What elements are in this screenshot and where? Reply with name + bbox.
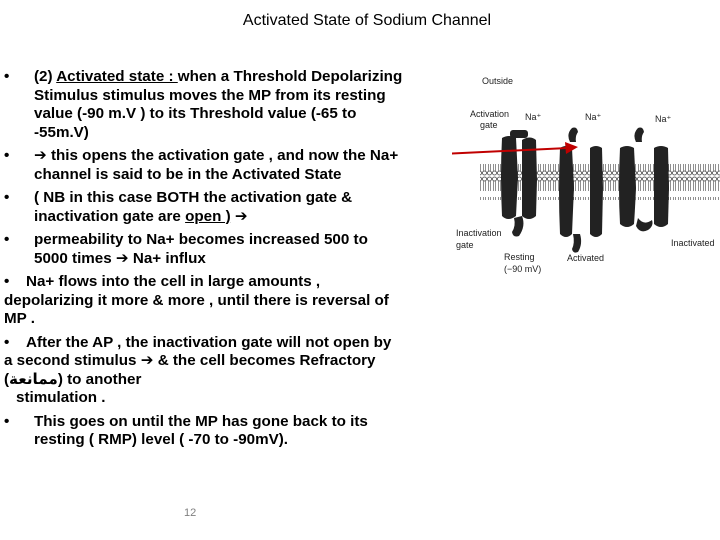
bullet-underlined-term: Activated state : (56, 68, 178, 85)
activated-label: Activated (567, 253, 605, 263)
bullet-dot: • (4, 412, 10, 430)
bullet-item (4, 68, 404, 142)
slide-title: Activated State of Sodium Channel (242, 12, 492, 29)
resting-label: Resting (504, 252, 535, 262)
bullet-text: Na+ flows into the cell in large amounts , depolarizing it more & more , until there is reversal of MP . (4, 273, 389, 327)
bullet-text: to another (62, 370, 142, 388)
inactivation-gate-label: gate (456, 240, 474, 250)
bullet-dot: • (4, 189, 10, 206)
bullet-text: when a Threshold Depolarizing Stimulus stimulus moves the MP from its resting value (-90 m.V ) to its Threshold value (-65 to -55m.V) (34, 68, 403, 141)
bullet-text: ( NB in this case BOTH the activation gate & inactivation gate are (34, 189, 353, 225)
bullet-list (4, 68, 404, 455)
sodium-ion-label: Na⁺ (655, 114, 672, 124)
inactivated-label: Inactivated (671, 238, 715, 248)
bullet-text: Na+ influx (128, 249, 206, 267)
bullet-dot: • (4, 147, 10, 164)
bullet-item (4, 147, 404, 184)
activation-gate-label: gate (480, 120, 498, 130)
right-arrow-icon: ➔ (115, 249, 129, 267)
right-arrow-icon: ➔ (34, 147, 47, 164)
bullet-item (4, 413, 404, 450)
bullet-dot: • (4, 68, 10, 85)
right-arrow-icon: ➔ (140, 352, 154, 369)
right-arrow-icon: ➔ (234, 207, 248, 225)
bullet-underlined-term: open ) (185, 207, 231, 225)
bullet-text: After the AP , the inactivation gate will not open by a second stimulus (4, 333, 392, 369)
sodium-ion-label: Na⁺ (525, 112, 542, 122)
bullet-text: this opens the activation gate , and now the Na+ channel is said to be in the Activated State (34, 147, 399, 183)
outside-label: Outside (482, 76, 514, 86)
bullet-item (4, 231, 404, 268)
bullet-dot: • (4, 333, 10, 351)
bullet-text: This goes on until the MP has gone back to its resting ( RMP) level ( -70 to -90mV). (34, 412, 368, 448)
bullet-text: & the cell becomes Refractory (153, 352, 376, 369)
bullet-dot: • (4, 231, 10, 248)
page-number: 12 (184, 507, 197, 519)
sodium-channel-diagram (452, 68, 720, 288)
bullet-dot: • (4, 273, 10, 290)
resting-label: (−90 mV) (504, 264, 542, 274)
inactivation-gate-label: Inactivation (456, 228, 502, 238)
bullet-text: stimulation . (16, 389, 106, 406)
sodium-ion-label: Na⁺ (585, 112, 602, 122)
bullet-item (4, 189, 404, 226)
bullet-text: permeability to Na+ becomes increased 500 to 5000 times (34, 231, 368, 267)
bullet-text: (2) (34, 68, 57, 85)
activation-gate-label: Activation (470, 109, 510, 119)
arabic-term: (ممانعة) (4, 370, 63, 388)
bullet-item (4, 273, 404, 329)
bullet-item (4, 334, 404, 408)
